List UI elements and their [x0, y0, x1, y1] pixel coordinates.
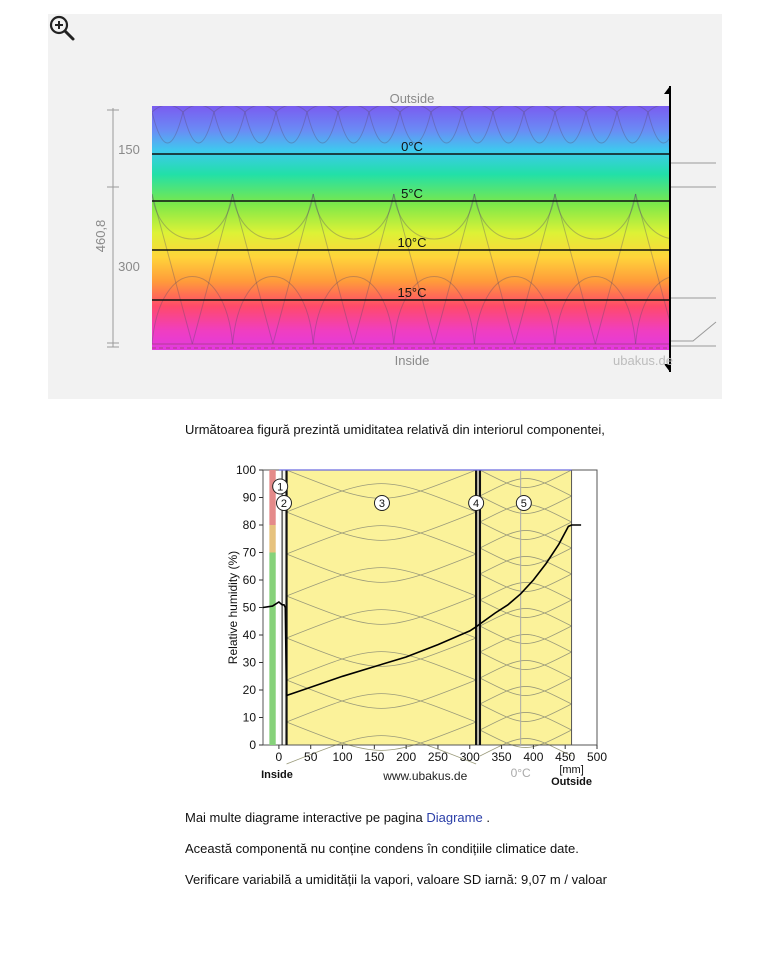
x-axis-unit: [mm]: [559, 764, 584, 776]
humidity-scale-bar: [269, 470, 275, 745]
more-suffix: .: [482, 810, 490, 825]
inside-label: Inside: [394, 353, 430, 368]
cross-section-svg: [48, 14, 722, 399]
scale-orange: [269, 525, 275, 553]
y-tick-label: 80: [242, 518, 256, 532]
right-leader-lines: [671, 163, 716, 346]
x-tick-label: 200: [396, 750, 417, 764]
condensation-text: Această componentă nu conține condens în condițiile climatice date.: [185, 841, 579, 856]
layer-marker-label: 2: [280, 498, 288, 510]
x-tick-label: 350: [491, 750, 512, 764]
scale-green: [269, 553, 275, 746]
y-tick-label: 40: [242, 628, 256, 642]
y-tick-label: 0: [249, 738, 256, 752]
layer-marker-label: 1: [277, 481, 284, 494]
zero-c-label: 0°C: [510, 766, 531, 780]
layer-5-fill: [480, 470, 572, 745]
zoom-in-icon[interactable]: [48, 14, 76, 42]
x-tick-label: 250: [427, 750, 448, 764]
chart-inside-label: Inside: [261, 769, 293, 781]
dim-layer-1: 150: [118, 142, 140, 157]
x-tick-label: 150: [364, 750, 385, 764]
variable-text: Verificare variabilă a umidității la vapori, valoare SD iarnă: 9,07 m / valoar: [185, 872, 607, 887]
y-axis-label: Relative humidity (%): [226, 550, 240, 665]
y-tick-label: 60: [242, 573, 256, 587]
x-tick-label: 0: [275, 750, 283, 764]
y-tick-label: 100: [235, 463, 256, 477]
isotherm-label: 10°C: [397, 235, 427, 250]
dim-layer-2: 300: [118, 259, 140, 274]
outside-label: Outside: [389, 91, 435, 106]
intro-text: Următoarea figură prezintă umiditatea relativă din interiorul componentei,: [185, 422, 605, 437]
more-diagrams-text: [185, 810, 490, 825]
y-tick-label: 10: [242, 710, 256, 725]
x-tick-label: 400: [523, 750, 544, 764]
chart-outside-label: Outside: [551, 776, 593, 788]
diagrams-link[interactable]: Diagrame: [426, 810, 483, 825]
watermark: ubakus.de: [613, 353, 673, 368]
x-tick-label: 450: [555, 750, 576, 764]
layer-marker-label: 4: [473, 498, 480, 510]
y-tick-label: 90: [242, 490, 256, 505]
y-tick-label: 30: [242, 655, 256, 670]
isotherm-label: 15°C: [397, 285, 427, 300]
layer-marker-label: 3: [378, 498, 386, 510]
component-cross-section: [48, 14, 722, 399]
layer-marker-label: 5: [520, 498, 527, 510]
x-tick-label: 500: [586, 750, 608, 764]
chart-watermark: www.ubakus.de: [383, 769, 468, 783]
isotherm-label: 0°C: [401, 139, 423, 154]
isotherm-label: 5°C: [401, 186, 423, 201]
x-tick-label: 100: [332, 750, 353, 764]
dim-total: 460,8: [93, 219, 108, 253]
x-tick-label: 300: [459, 750, 480, 764]
more-prefix: Mai multe diagrame interactive pe pagina: [185, 810, 427, 825]
y-tick-label: 20: [242, 683, 256, 697]
x-tick-label: 50: [304, 750, 318, 764]
y-tick-label: 50: [242, 600, 256, 615]
y-tick-label: 70: [242, 545, 256, 560]
layer-fills: [279, 470, 572, 745]
scale-red: [269, 470, 275, 525]
humidity-chart: [225, 462, 608, 792]
